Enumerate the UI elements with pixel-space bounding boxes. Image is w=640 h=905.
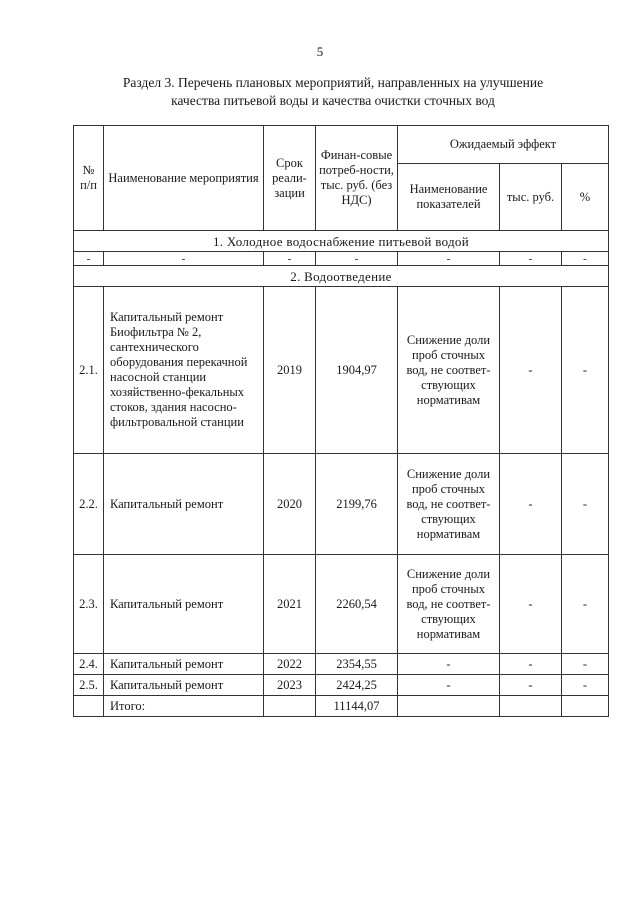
- header-term: Срок реали-зации: [264, 126, 316, 231]
- row-thousand: -: [500, 654, 562, 675]
- total-label: Итого:: [104, 696, 264, 717]
- row-num: 2.5.: [74, 675, 104, 696]
- measures-table: [73, 125, 609, 717]
- table-cell: -: [104, 252, 264, 266]
- row-percent: -: [562, 675, 609, 696]
- row-name: Капитальный ремонт: [104, 675, 264, 696]
- header-name: Наименование мероприятия: [104, 126, 264, 231]
- header-indicator: Наименование показателей: [398, 164, 500, 231]
- table-cell: -: [74, 252, 104, 266]
- table-cell: [264, 696, 316, 717]
- section-2-heading: 2. Водоотведение: [74, 266, 609, 287]
- header-finance: Финан-совые потреб-ности, тыс. руб. (без НДС): [316, 126, 398, 231]
- table-cell: [500, 696, 562, 717]
- table-row: [74, 287, 609, 454]
- table-cell: -: [316, 252, 398, 266]
- row-name: Капитальный ремонт: [104, 454, 264, 555]
- row-name: Капитальный ремонт: [104, 654, 264, 675]
- page-number: 5: [316, 44, 324, 59]
- row-indicator: -: [398, 675, 500, 696]
- row-thousand: -: [500, 287, 562, 454]
- row-percent: -: [562, 454, 609, 555]
- header-percent: %: [562, 164, 609, 231]
- row-thousand: -: [500, 675, 562, 696]
- table-cell: [398, 696, 500, 717]
- table-cell: [562, 696, 609, 717]
- row-indicator: Снижение доли проб сточных вод, не соответ-ствующих нормативам: [398, 287, 500, 454]
- title-line-2: качества питьевой воды и качества очистки сточных вод: [171, 93, 495, 108]
- table-row: [74, 654, 609, 675]
- row-thousand: -: [500, 555, 562, 654]
- table-cell: -: [264, 252, 316, 266]
- row-finance: 2199,76: [316, 454, 398, 555]
- row-indicator: Снижение доли проб сточных вод, не соответ-ствующих нормативам: [398, 555, 500, 654]
- row-finance: 2354,55: [316, 654, 398, 675]
- row-year: 2023: [264, 675, 316, 696]
- table-cell: -: [562, 252, 609, 266]
- table-cell: [74, 696, 104, 717]
- row-thousand: -: [500, 454, 562, 555]
- row-indicator: -: [398, 654, 500, 675]
- row-percent: -: [562, 654, 609, 675]
- row-num: 2.1.: [74, 287, 104, 454]
- row-year: 2019: [264, 287, 316, 454]
- row-year: 2022: [264, 654, 316, 675]
- row-percent: -: [562, 555, 609, 654]
- row-finance: 2424,25: [316, 675, 398, 696]
- row-indicator: Снижение доли проб сточных вод, не соответ-ствующих нормативам: [398, 454, 500, 555]
- table-cell: -: [500, 252, 562, 266]
- table-row: [74, 675, 609, 696]
- header-num: № п/п: [74, 126, 104, 231]
- row-name: Капитальный ремонт: [104, 555, 264, 654]
- section-title: [60, 74, 606, 110]
- total-value: 11144,07: [316, 696, 398, 717]
- row-percent: -: [562, 287, 609, 454]
- row-finance: 2260,54: [316, 555, 398, 654]
- row-year: 2020: [264, 454, 316, 555]
- table-cell: -: [398, 252, 500, 266]
- row-name: Капитальный ремонт Биофильтра № 2, сантехнического оборудования перекачной насосной станции хозяйственно-фекальных стоков, здания насосно-фильтровальной станции: [104, 287, 264, 454]
- header-thousand: тыс. руб.: [500, 164, 562, 231]
- title-line-1: Раздел 3. Перечень плановых мероприятий, направленных на улучшение: [122, 75, 544, 90]
- total-row: [74, 696, 609, 717]
- section-1-heading: 1. Холодное водоснабжение питьевой водой: [74, 231, 609, 252]
- row-num: 2.3.: [74, 555, 104, 654]
- row-num: 2.2.: [74, 454, 104, 555]
- header-effect: Ожидаемый эффект: [398, 126, 609, 164]
- table-row: [74, 555, 609, 654]
- row-num: 2.4.: [74, 654, 104, 675]
- table-row: [74, 454, 609, 555]
- row-year: 2021: [264, 555, 316, 654]
- row-finance: 1904,97: [316, 287, 398, 454]
